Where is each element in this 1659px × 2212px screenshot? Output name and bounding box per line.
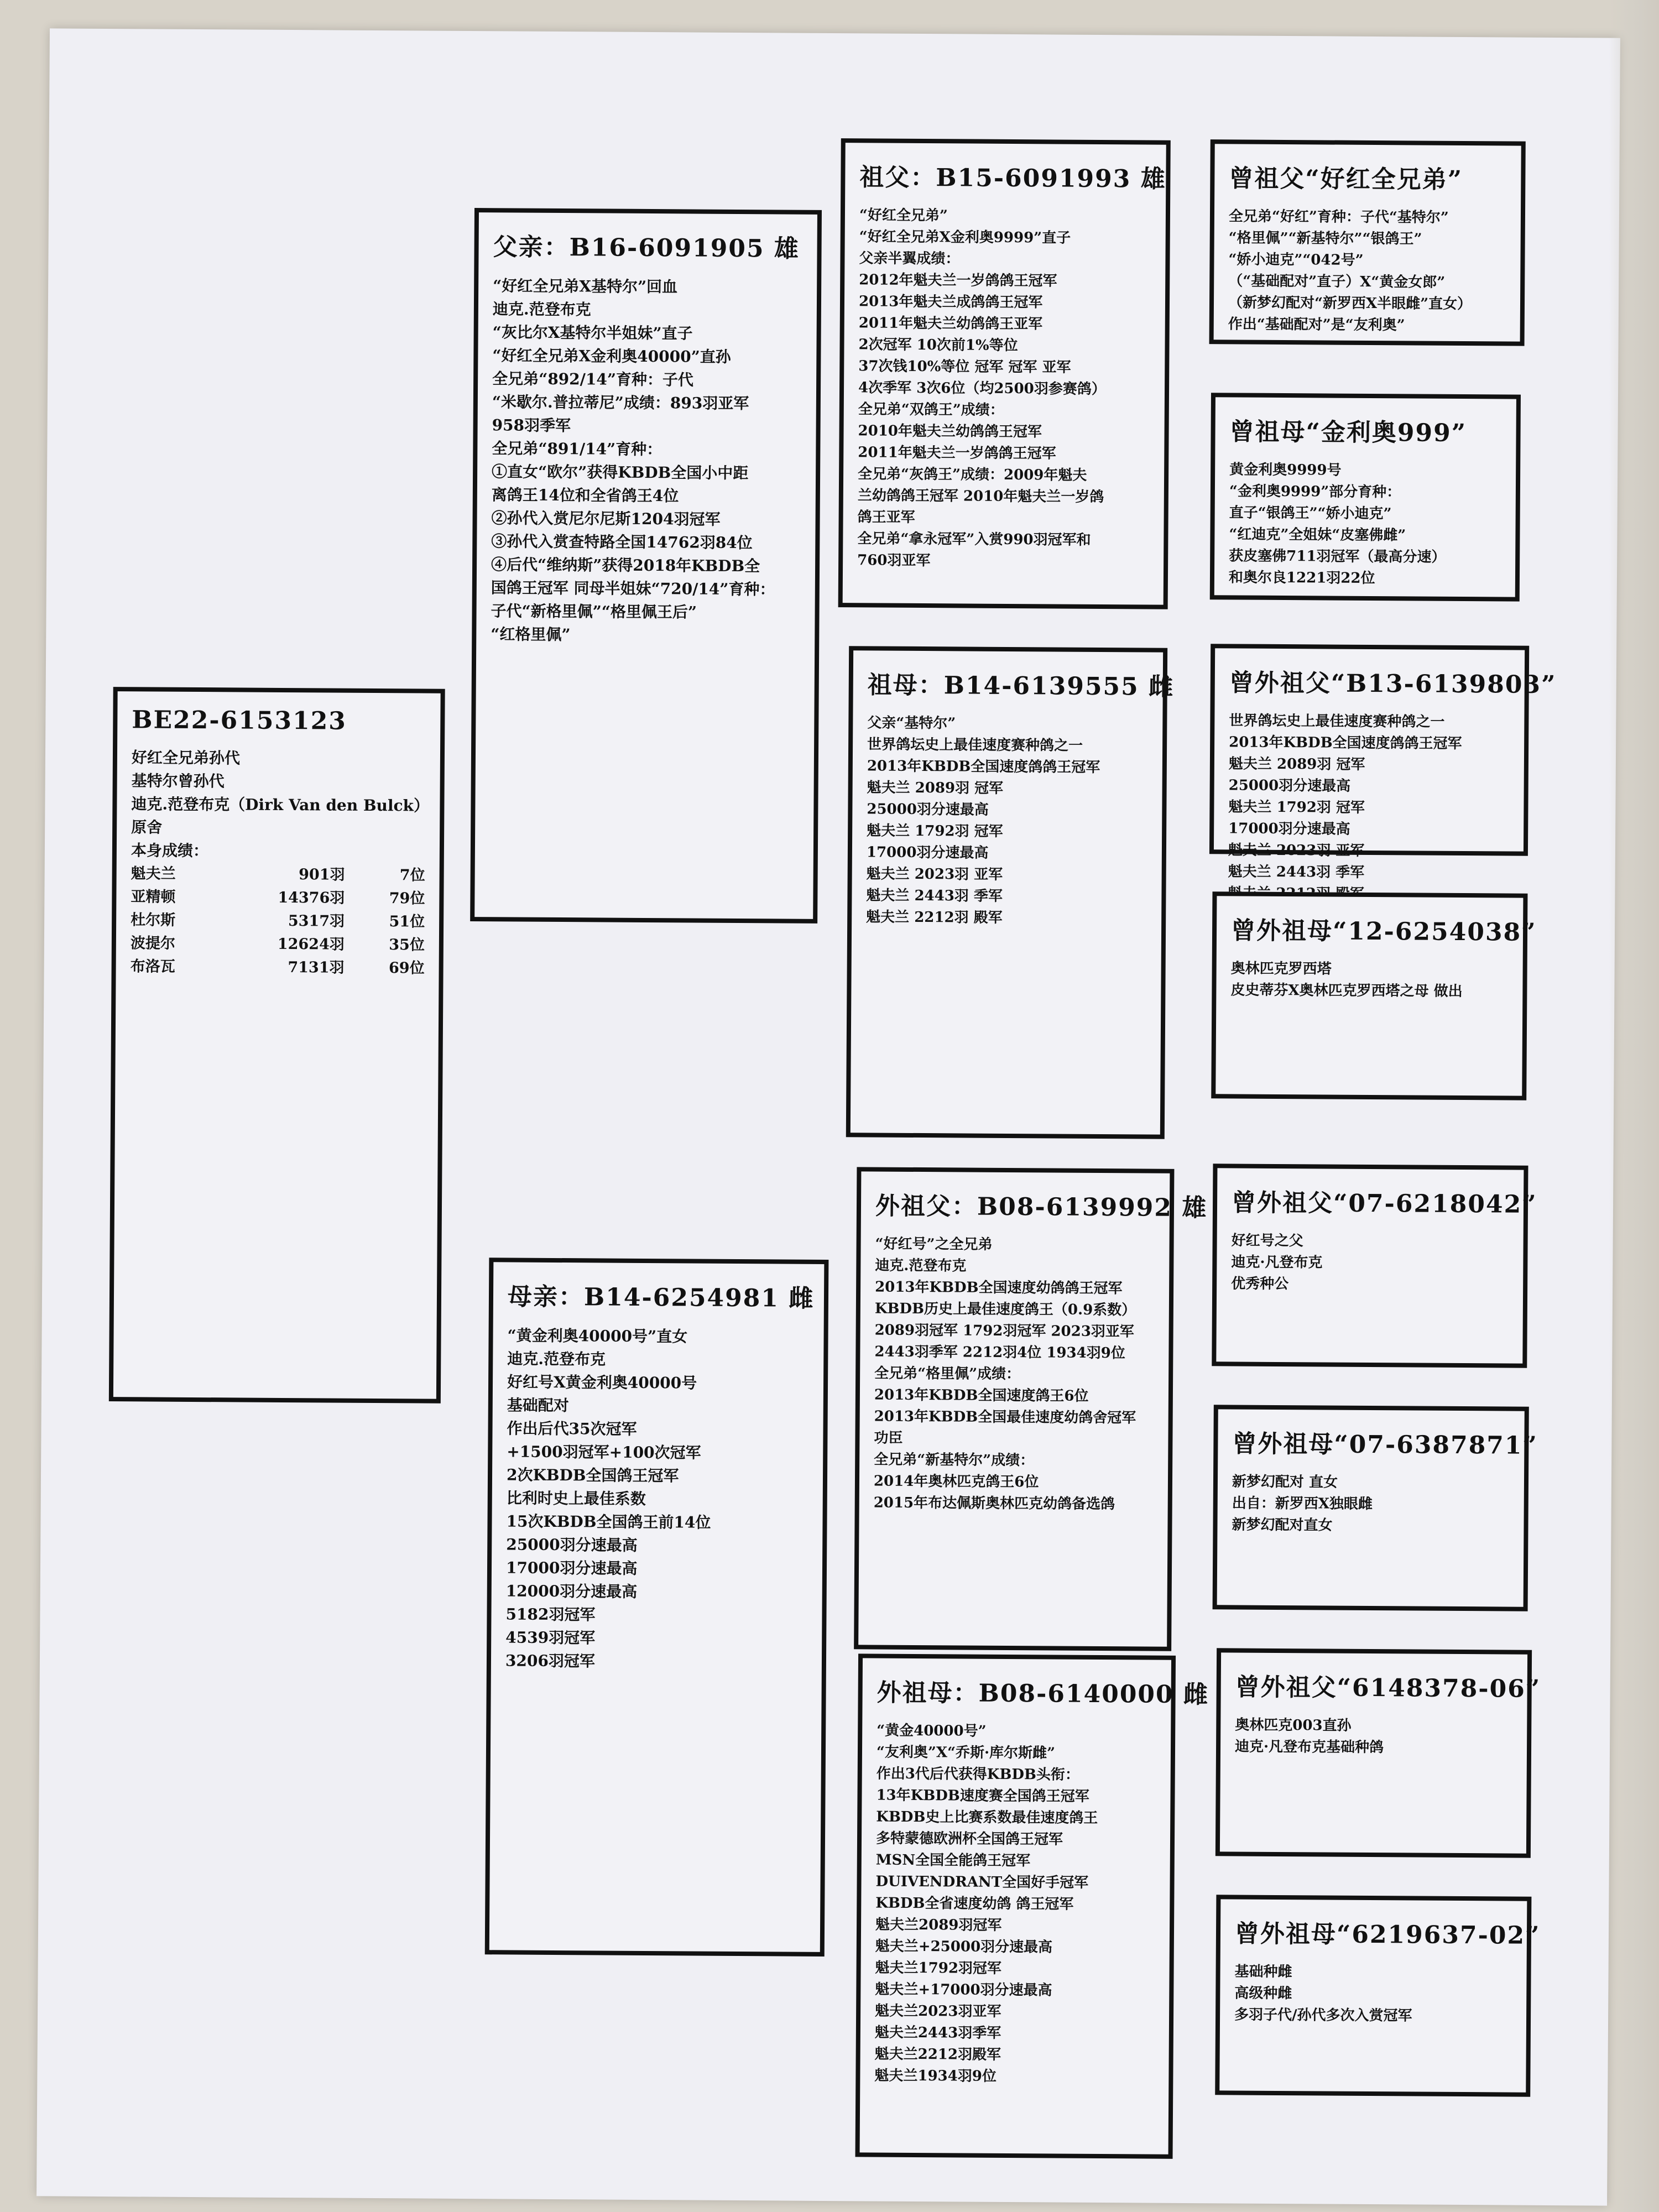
text-line: 全兄弟“新基特尔”成绩： (874, 1451, 1035, 1469)
text-line: 17000羽分速最高 (505, 1558, 638, 1578)
text-line: 直子“银鸽王”“娇小迪克” (1229, 504, 1392, 523)
text-line: “娇小迪克”“042号” (1228, 251, 1364, 269)
grandmother-card (846, 646, 1175, 1139)
text-line: “好红全兄弟” (859, 207, 948, 225)
text-line: 2013年KBDB全国最佳速度幼鸽舍冠军 (874, 1408, 1136, 1427)
great-grandfather-3-card (1212, 1164, 1537, 1368)
text-line: 13年KBDB速度赛全国鸽王冠军 (876, 1787, 1089, 1805)
text-line: 魁夫兰 1792羽 冠军 (867, 822, 1003, 840)
text-line: ③孙代入赏查特路全国14762羽84位 (491, 532, 753, 552)
card-notes (1234, 1961, 1512, 2028)
text-line: “红格里佩” (491, 625, 571, 644)
text-line: 7位 (399, 867, 425, 884)
text-line: 多羽子代/孙代多次入赏冠军 (1234, 2006, 1412, 2025)
result-row (131, 955, 425, 980)
text-line: 4539羽冠军 (505, 1628, 596, 1647)
maternal-grandmother-notes (874, 1720, 1156, 2089)
text-line: DUIVENDRANT全国好手冠军 (875, 1873, 1089, 1891)
text-line: 父亲“基特尔” (867, 714, 956, 732)
text-line: “黄金40000号” (877, 1722, 987, 1740)
text-line: 黄金利奥9999号 (1229, 461, 1342, 479)
text-line: 全兄弟“格里佩”成绩： (874, 1365, 1021, 1383)
card-notes (1229, 459, 1501, 590)
text-line: 2013年KBDB全国速度鸽鸽王冠军 (867, 758, 1100, 776)
text-line: 杜尔斯 (131, 911, 176, 929)
text-line: 35位 (389, 936, 425, 954)
text-line: 25000羽分速最高 (506, 1535, 638, 1554)
great-grandmother-4-title: 曾外祖母“6219637-02” (1234, 1919, 1541, 1950)
text-line: 2014年奥林匹克鸽王6位 (873, 1473, 1039, 1491)
text-line: 2011年魁夫兰一岁鸽鸽王冠军 (858, 444, 1056, 462)
text-line: 魁夫兰2023羽亚军 (875, 2002, 1001, 2020)
subject-notes (131, 746, 430, 864)
maternal-grandfather-title: 外祖父：B08-6139992 雄 (875, 1192, 1208, 1223)
text-line: “好红全兄弟X金利奥9999”直子 (859, 228, 1071, 247)
text-line: 2次KBDB全国鸽王冠军 (506, 1465, 679, 1485)
text-line: 奥林匹克003直孙 (1235, 1717, 1352, 1734)
text-line: 多特蒙德欧洲杯全国鸽王冠军 (875, 1830, 1063, 1848)
text-line: “黄金利奥40000号”直女 (507, 1326, 688, 1346)
text-line: 作出3代后代获得KBDB头衔： (876, 1765, 1080, 1783)
text-line: 迪克·凡登布克 (1231, 1254, 1323, 1271)
text-line: KBDB史上比赛系数最佳速度鸽王 (876, 1808, 1098, 1827)
text-line: 高级种雌 (1234, 1985, 1292, 2002)
text-line: “好红全兄弟X基特尔”回血 (493, 276, 678, 296)
text-line: 25000羽分速最高 (867, 801, 989, 818)
text-line: 父亲半翼成绩： (859, 250, 960, 268)
great-grandmother-1-title: 曾祖母“金利奥999” (1229, 418, 1467, 448)
text-line: 新梦幻配对 直女 (1232, 1473, 1338, 1491)
text-line: 2443羽季军 2212羽4位 1934羽9位 (874, 1343, 1125, 1362)
text-line: 魁夫兰 2089羽 冠军 (867, 779, 1004, 797)
text-line: 2089羽冠军 1792羽冠军 2023羽亚军 (874, 1322, 1134, 1340)
maternal-grandmother-title: 外祖母：B08-6140000 雌 (877, 1678, 1209, 1709)
great-grandmother-4-card (1215, 1895, 1541, 2096)
text-line: 5317羽 (288, 912, 345, 930)
text-line: 3206羽冠军 (505, 1651, 596, 1671)
text-line: 901羽 (299, 866, 345, 884)
note-line: 本身成绩： (131, 841, 209, 860)
text-line: “金利奥9999”部分育种： (1229, 483, 1401, 501)
text-line: 布洛瓦 (130, 958, 175, 975)
text-line: +1500羽冠军+100次冠军 (507, 1442, 701, 1462)
text-line: 魁夫兰 1792羽 冠军 (1228, 799, 1365, 816)
text-line: 魁夫兰1934羽9位 (874, 2067, 997, 2085)
text-line: 5182羽冠军 (505, 1605, 596, 1624)
text-line: 2次冠军 10次前1%等位 (858, 336, 1018, 354)
text-line: 魁夫兰1792羽冠军 (875, 1959, 1002, 1977)
text-line: 比利时史上最佳系数 (506, 1489, 646, 1508)
result-row (131, 885, 425, 910)
text-line: 基础配对 (507, 1396, 569, 1415)
text-line: 2012年魁夫兰一岁鸽鸽王冠军 (859, 272, 1057, 290)
great-grandmother-3-title: 曾外祖母“07-6387871” (1232, 1430, 1538, 1460)
great-grandfather-1-card (1209, 139, 1526, 346)
plastic-sleeve-edge (1609, 0, 1659, 2212)
note-line: 迪克.范登布克（Dirk Van den Bulck） (131, 795, 430, 815)
text-line: 迪克.范登布克 (492, 300, 591, 319)
father-card (470, 208, 822, 924)
text-line: 基础种雌 (1234, 1963, 1292, 1981)
text-line: 魁夫兰 2089羽 冠军 (1228, 755, 1365, 773)
text-line: ②孙代入赏尼尔尼斯1204羽冠军 (491, 509, 721, 529)
text-line: 皮史蒂芬X奥林匹克罗西塔之母 做出 (1230, 982, 1463, 1000)
text-line: 12624羽 (277, 935, 345, 953)
great-grandmother-1-card (1210, 393, 1521, 601)
text-line: 魁夫兰2443羽季军 (874, 2024, 1001, 2042)
text-line: 14376羽 (278, 889, 345, 907)
mother-title: 母亲：B14-6254981 雌 (507, 1282, 815, 1313)
text-line: 魁夫兰2212羽殿军 (874, 2046, 1001, 2063)
result-row (131, 862, 425, 887)
text-line: 2015年布达佩斯奥林匹克幼鸽备选鸽 (873, 1494, 1115, 1513)
result-row (131, 932, 425, 957)
father-title: 父亲：B16-6091905 雄 (493, 233, 800, 263)
text-line: 子代“新格里佩”“格里佩王后” (491, 602, 697, 622)
text-line: 迪克.范登布克 (507, 1349, 606, 1369)
card-notes (1235, 1715, 1512, 1760)
note-line: 原舍 (131, 818, 163, 837)
text-line: 奥林匹克罗西塔 (1230, 960, 1332, 978)
text-line: 全兄弟“双鸽王”成绩： (858, 401, 1004, 419)
text-line: 魁夫兰 2443羽 季军 (866, 887, 1003, 905)
text-line: 作出“基础配对”是“友利奥” (1228, 316, 1405, 334)
text-line: “好红号”之全兄弟 (875, 1235, 993, 1253)
text-line: 魁夫兰+25000羽分速最高 (875, 1938, 1053, 1956)
text-line: 958羽季军 (492, 416, 571, 435)
grandfather-notes (857, 205, 1151, 573)
text-line: （“基础配对”直子）X“黄金女郎” (1228, 273, 1446, 291)
text-line: 亚精顿 (131, 888, 176, 906)
text-line: “米歇尔.普拉蒂尼”成绩：893羽亚军 (492, 393, 749, 413)
text-line: 2013年KBDB全国速度鸽鸽王冠军 (1229, 734, 1462, 752)
text-line: 全兄弟“891/14”育种： (492, 439, 662, 459)
text-line: 12000羽分速最高 (505, 1582, 638, 1601)
text-line: 鸽王亚军 (857, 509, 915, 526)
text-line: 优秀种公 (1231, 1275, 1289, 1293)
text-line: 出自：新罗西X独眼雌 (1232, 1495, 1373, 1513)
text-line: KBDB全省速度幼鸽 鸽王冠军 (875, 1895, 1074, 1913)
text-line: 迪克.范登布克 (875, 1257, 967, 1275)
subject-ring-number: BE22-6153123 (132, 706, 347, 735)
text-line: 37次钱10%等位 冠军 冠军 亚军 (858, 358, 1071, 376)
card-notes (1228, 710, 1510, 906)
text-line: 获皮塞佛711羽冠军（最高分速） (1229, 547, 1446, 566)
text-line: 好红号之父 (1231, 1232, 1303, 1250)
text-line: 魁夫兰 2023羽 亚军 (1228, 842, 1365, 859)
great-grandfather-2-title: 曾外祖父“B13-6139803” (1229, 669, 1557, 700)
text-line: ④后代“维纳斯”获得2018年KBDB全 (491, 555, 760, 576)
card-notes (1232, 1471, 1510, 1537)
great-grandfather-1-title: 曾祖父“好红全兄弟” (1229, 164, 1463, 194)
great-grandfather-4-title: 曾外祖父“6148378-06” (1235, 1673, 1541, 1703)
results-table (131, 862, 425, 980)
mother-card (485, 1258, 829, 1957)
text-line: 2011年魁夫兰幼鸽鸽王亚军 (858, 315, 1043, 333)
text-line: 魁夫兰 2443羽 季军 (1228, 863, 1365, 881)
text-line: 国鸽王冠军 同母半姐妹“720/14”育种： (491, 578, 775, 599)
text-line: 51位 (389, 913, 425, 931)
text-line: 世界鸽坛史上最佳速度赛种鸽之一 (1229, 712, 1445, 731)
text-line: 全兄弟“灰鸽王”成绩：2009年魁夫 (858, 466, 1087, 484)
text-line: 好红号X黄金利奥40000号 (507, 1373, 697, 1392)
text-line: 760羽亚军 (857, 552, 931, 570)
note-line: 基特尔曾孙代 (131, 771, 225, 791)
text-line: “红迪克”全姐妹“皮塞佛雌” (1229, 526, 1406, 544)
text-line: 2013年KBDB全国速度幼鸽鸽王冠军 (875, 1279, 1123, 1297)
text-line: 2013年魁夫兰成鸽鸽王冠军 (858, 293, 1043, 311)
text-line: 功臣 (874, 1430, 903, 1447)
card-notes (1231, 1230, 1509, 1296)
text-line: 迪克·凡登布克基础种鸽 (1234, 1738, 1384, 1756)
great-grandfather-2-card (1209, 644, 1557, 881)
text-line: 7131羽 (288, 959, 345, 977)
text-line: “格里佩”“新基特尔”“银鸽王” (1228, 229, 1422, 248)
text-line: 2013年KBDB全国速度鸽王6位 (874, 1386, 1089, 1405)
pedigree-sheet (36, 28, 1620, 2205)
text-line: 兰幼鸽鸽王冠军 2010年魁夫兰一岁鸽 (857, 487, 1104, 506)
result-row (131, 909, 425, 933)
text-line: 世界鸽坛史上最佳速度赛种鸽之一 (867, 736, 1083, 754)
text-line: 和奥尔良1221羽22位 (1228, 569, 1375, 587)
text-line: 魁夫兰 (131, 865, 176, 883)
text-line: 新梦幻配对直女 (1232, 1516, 1333, 1534)
text-line: （新梦幻配对“新罗西X半眼雌”直女） (1228, 294, 1472, 313)
grandfather-card (838, 138, 1171, 609)
text-line: 魁夫兰 2023羽 亚军 (866, 865, 1003, 883)
text-line: 15次KBDB全国鸽王前14位 (506, 1512, 711, 1532)
text-line: KBDB历史上最佳速度鸽王（0.9系数） (874, 1300, 1136, 1319)
text-line: 79位 (389, 890, 425, 907)
father-notes (491, 274, 802, 648)
grandmother-notes (866, 712, 1148, 930)
text-line: 全兄弟“拿永冠军”入赏990羽冠军和 (857, 530, 1091, 549)
text-line: 全兄弟“892/14”育种：子代 (492, 369, 694, 389)
maternal-grandfather-card (854, 1167, 1208, 1651)
card-notes (1228, 206, 1506, 337)
text-line: 25000羽分速最高 (1228, 777, 1351, 795)
text-line: 全兄弟“好红”育种：子代“基特尔” (1228, 208, 1449, 226)
text-line: 魁夫兰+17000羽分速最高 (875, 1981, 1052, 1999)
grandfather-title: 祖父：B15-6091993 雄 (859, 163, 1166, 194)
text-line: 魁夫兰 2212羽 殿军 (866, 909, 1003, 926)
text-line: 4次季军 3次6位（均2500羽参赛鸽） (858, 379, 1106, 398)
great-grandfather-3-title: 曾外祖父“07-6218042” (1231, 1188, 1537, 1219)
text-line: “灰比尔X基特尔半姐妹”直子 (492, 323, 693, 343)
text-line: “友利奥”X“乔斯·库尔斯雌” (876, 1744, 1056, 1762)
maternal-grandmother-card (855, 1653, 1209, 2158)
text-line: 17000羽分速最高 (866, 844, 989, 862)
text-line: 离鸽王14位和全省鸽王4位 (491, 486, 679, 505)
subject-card (109, 687, 445, 1404)
text-line: 波提尔 (130, 935, 175, 952)
mother-notes (505, 1324, 810, 1674)
great-grandmother-3-card (1213, 1405, 1538, 1611)
maternal-grandfather-notes (874, 1234, 1155, 1516)
note-line: 好红全兄弟孙代 (131, 748, 241, 768)
text-line: 17000羽分速最高 (1228, 820, 1350, 838)
grandmother-title: 祖母：B14-6139555 雌 (867, 671, 1175, 701)
card-notes (1230, 958, 1508, 1003)
great-grandfather-4-card (1215, 1648, 1541, 1858)
text-line: “好红全兄弟X金利奥40000”直孙 (492, 346, 731, 366)
text-line: 69位 (388, 959, 425, 977)
text-line: 作出后代35次冠军 (507, 1419, 637, 1438)
great-grandmother-2-title: 曾外祖母“12-6254038” (1230, 916, 1537, 947)
text-line: 魁夫兰2089羽冠军 (875, 1916, 1002, 1934)
text-line: ①直女“欧尔”获得KBDB全国小中距 (492, 462, 749, 483)
great-grandmother-2-card (1211, 891, 1537, 1100)
text-line: 2010年魁夫兰幼鸽鸽王冠军 (858, 422, 1042, 441)
text-line: MSN全国全能鸽王冠军 (875, 1851, 1031, 1870)
